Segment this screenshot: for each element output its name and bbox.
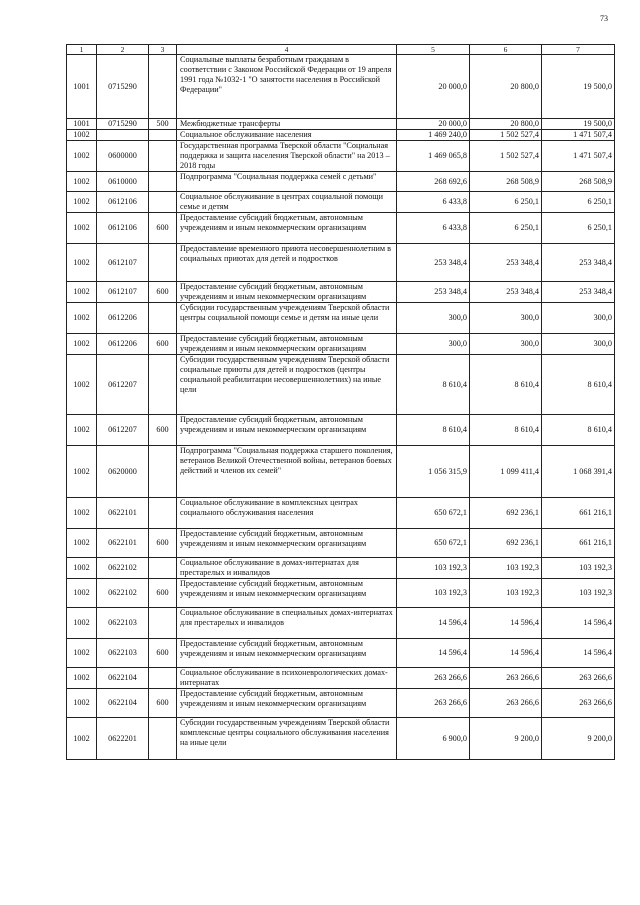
table-cell: 1 502 527,4 (470, 141, 542, 172)
table-cell (149, 668, 177, 689)
table-cell: 0622201 (97, 718, 149, 760)
table-cell: 253 348,4 (470, 244, 542, 282)
table-cell: 1002 (67, 334, 97, 355)
table-row (67, 718, 615, 760)
table-cell (149, 130, 177, 141)
table-cell: Субсидии государственным учреждениям Тверской области социальные приюты для детей и подростков (центры социальной реабилитации несовершеннолетних) на иные цели (177, 355, 397, 415)
table-cell: 1002 (67, 244, 97, 282)
table-cell: 263 266,6 (397, 668, 470, 689)
table-cell: 0620000 (97, 446, 149, 498)
header-cell: 5 (397, 45, 470, 55)
table-cell: 650 672,1 (397, 529, 470, 558)
table-row (67, 55, 615, 119)
table-cell: 1 099 411,4 (470, 446, 542, 498)
table-cell: 0622103 (97, 639, 149, 668)
table-row (67, 172, 615, 192)
table-cell: Субсидии государственным учреждениям Тверской области центры социальной помощи семье и детям на иные цели (177, 303, 397, 334)
header-row (67, 45, 615, 55)
table-cell: 20 000,0 (397, 119, 470, 130)
table-cell (149, 355, 177, 415)
table-cell: 20 800,0 (470, 119, 542, 130)
table-cell: 20 000,0 (397, 55, 470, 119)
table-cell: Предоставление субсидий бюджетным, автономным учреждениям и иным некоммерческим организациям (177, 334, 397, 355)
table-cell: 0612207 (97, 415, 149, 446)
table-cell: 0612207 (97, 355, 149, 415)
table-row (67, 415, 615, 446)
table-cell: 0715290 (97, 55, 149, 119)
table-cell: 0612106 (97, 192, 149, 213)
table-cell: 103 192,3 (470, 558, 542, 579)
table-cell: 0622102 (97, 558, 149, 579)
table-cell: 0612106 (97, 213, 149, 244)
table-cell: 300,0 (397, 303, 470, 334)
table-cell: 1002 (67, 355, 97, 415)
table-cell (149, 244, 177, 282)
table-cell: Предоставление субсидий бюджетным, автономным учреждениям и иным некоммерческим организациям (177, 579, 397, 608)
table-row (67, 529, 615, 558)
table-cell (97, 130, 149, 141)
table-cell: 8 610,4 (542, 355, 615, 415)
table-cell: 0612206 (97, 303, 149, 334)
table-cell: 9 200,0 (542, 718, 615, 760)
table-cell: Социальное обслуживание населения (177, 130, 397, 141)
table-row (67, 558, 615, 579)
table-cell: 263 266,6 (470, 689, 542, 718)
table-cell: 6 250,1 (542, 192, 615, 213)
table-cell: Предоставление временного приюта несовершеннолетним в социальных приютах для детей и подростков (177, 244, 397, 282)
table-cell (149, 172, 177, 192)
table-cell: 6 433,8 (397, 213, 470, 244)
table-cell: 600 (149, 639, 177, 668)
table-cell: 1 502 527,4 (470, 130, 542, 141)
header-cell: 6 (470, 45, 542, 55)
table-row (67, 608, 615, 639)
table-cell: 0612206 (97, 334, 149, 355)
table-cell: 20 800,0 (470, 55, 542, 119)
table-cell: 300,0 (542, 334, 615, 355)
table-cell: 14 596,4 (470, 608, 542, 639)
table-cell: Социальное обслуживание в комплексных центрах социального обслуживания населения (177, 498, 397, 529)
table-cell: 1 471 507,4 (542, 141, 615, 172)
header-cell: 7 (542, 45, 615, 55)
table-cell: 6 250,1 (470, 192, 542, 213)
table-cell: 1002 (67, 303, 97, 334)
table-cell: 600 (149, 282, 177, 303)
table-cell: 600 (149, 415, 177, 446)
table-cell: 14 596,4 (542, 639, 615, 668)
table-cell: 19 500,0 (542, 119, 615, 130)
table-row (67, 668, 615, 689)
table-cell: Государственная программа Тверской области "Социальная поддержка и защита населения Тверской области" на 2013 – 2018 годы (177, 141, 397, 172)
table-cell: 661 216,1 (542, 529, 615, 558)
table-cell: 300,0 (397, 334, 470, 355)
table-cell (149, 192, 177, 213)
table-cell: 1002 (67, 130, 97, 141)
table-cell: 0600000 (97, 141, 149, 172)
table-cell: 253 348,4 (470, 282, 542, 303)
table-cell: 1002 (67, 668, 97, 689)
table-cell: Подпрограмма "Социальная поддержка старшего поколения, ветеранов Великой Отечественной войны, ветеранов боевых действий и членов их семей" (177, 446, 397, 498)
table-cell: 600 (149, 579, 177, 608)
table-cell: 1002 (67, 446, 97, 498)
table-cell: 0612107 (97, 244, 149, 282)
table-cell: 0622104 (97, 689, 149, 718)
table-cell: 253 348,4 (397, 244, 470, 282)
table-cell: 14 596,4 (470, 639, 542, 668)
table-cell: 6 250,1 (542, 213, 615, 244)
table-cell (149, 558, 177, 579)
table-cell: Социальное обслуживание в специальных домах-интернатах для престарелых и инвалидов (177, 608, 397, 639)
table-cell: 103 192,3 (470, 579, 542, 608)
budget-table (66, 44, 615, 760)
table-cell: 1002 (67, 415, 97, 446)
table-cell: 9 200,0 (470, 718, 542, 760)
table-cell: 268 692,6 (397, 172, 470, 192)
table-row (67, 141, 615, 172)
table-cell: 1002 (67, 172, 97, 192)
table-cell: 14 596,4 (397, 608, 470, 639)
table-cell: Предоставление субсидий бюджетным, автономным учреждениям и иным некоммерческим организациям (177, 415, 397, 446)
table-cell: Предоставление субсидий бюджетным, автономным учреждениям и иным некоммерческим организациям (177, 639, 397, 668)
header-cell: 2 (97, 45, 149, 55)
table-row (67, 192, 615, 213)
table-row (67, 119, 615, 130)
table-cell: 263 266,6 (470, 668, 542, 689)
table-cell: 0622102 (97, 579, 149, 608)
table-cell: Предоставление субсидий бюджетным, автономным учреждениям и иным некоммерческим организациям (177, 529, 397, 558)
table-cell: 253 348,4 (542, 282, 615, 303)
table-cell: 1002 (67, 529, 97, 558)
table-cell: 600 (149, 529, 177, 558)
table-cell: 0610000 (97, 172, 149, 192)
table-cell: 661 216,1 (542, 498, 615, 529)
table-row (67, 355, 615, 415)
table-cell (149, 608, 177, 639)
table-cell: 8 610,4 (397, 355, 470, 415)
table-row (67, 689, 615, 718)
table-cell: 1002 (67, 498, 97, 529)
table-row (67, 334, 615, 355)
table-cell: 1002 (67, 213, 97, 244)
table-cell: 650 672,1 (397, 498, 470, 529)
table-cell: Межбюджетные трансферты (177, 119, 397, 130)
table-cell: 1002 (67, 192, 97, 213)
table-cell: 253 348,4 (542, 244, 615, 282)
table-cell (149, 55, 177, 119)
table-cell: 0622101 (97, 529, 149, 558)
table-cell: 268 508,9 (470, 172, 542, 192)
table-cell: 14 596,4 (397, 639, 470, 668)
table-cell: 14 596,4 (542, 608, 615, 639)
table-cell: 0612107 (97, 282, 149, 303)
table-cell: 263 266,6 (542, 689, 615, 718)
table-cell: 300,0 (470, 303, 542, 334)
table-row (67, 446, 615, 498)
table-cell: 1 068 391,4 (542, 446, 615, 498)
table-row (67, 579, 615, 608)
table-cell: 6 900,0 (397, 718, 470, 760)
table-cell: 300,0 (470, 334, 542, 355)
table-cell: 300,0 (542, 303, 615, 334)
table-cell: 8 610,4 (542, 415, 615, 446)
table-cell: 0622103 (97, 608, 149, 639)
table-row (67, 130, 615, 141)
table-cell: 1002 (67, 689, 97, 718)
table-cell: 600 (149, 213, 177, 244)
table-cell (149, 303, 177, 334)
table-cell: 1002 (67, 718, 97, 760)
table-row (67, 282, 615, 303)
table-cell: 6 433,8 (397, 192, 470, 213)
table-cell: Предоставление субсидий бюджетным, автономным учреждениям и иным некоммерческим организациям (177, 213, 397, 244)
table-cell (149, 498, 177, 529)
table-cell: 1001 (67, 55, 97, 119)
table-row (67, 639, 615, 668)
header-cell: 1 (67, 45, 97, 55)
table-cell: Предоставление субсидий бюджетным, автономным учреждениям и иным некоммерческим организациям (177, 689, 397, 718)
table-cell: Социальные выплаты безработным гражданам в соответствии с Законом Российской Федерации от 19 апреля 1991 года №1032-1 "О занятости населения в Российской Федерации" (177, 55, 397, 119)
table-cell: 8 610,4 (397, 415, 470, 446)
table-cell: Субсидии государственным учреждениям Тверской области комплексные центры социального обслуживания населения на иные цели (177, 718, 397, 760)
table-cell: 6 250,1 (470, 213, 542, 244)
table-cell: Предоставление субсидий бюджетным, автономным учреждениям и иным некоммерческим организациям (177, 282, 397, 303)
table-cell: 600 (149, 689, 177, 718)
header-cell: 4 (177, 45, 397, 55)
table-cell: Социальное обслуживание в психоневрологических домах-интернатах (177, 668, 397, 689)
table-cell: 8 610,4 (470, 415, 542, 446)
table-cell: 0622104 (97, 668, 149, 689)
table-cell: 1002 (67, 639, 97, 668)
table-cell: Подпрограмма "Социальная поддержка семей с детьми" (177, 172, 397, 192)
table-cell: 0715290 (97, 119, 149, 130)
table-cell: 103 192,3 (397, 579, 470, 608)
table-cell: 1 469 065,8 (397, 141, 470, 172)
table-cell (149, 446, 177, 498)
table-cell: 1 056 315,9 (397, 446, 470, 498)
table-row (67, 303, 615, 334)
table-cell: 1002 (67, 558, 97, 579)
table-cell: 8 610,4 (470, 355, 542, 415)
table-cell: 600 (149, 334, 177, 355)
table-cell: 1 471 507,4 (542, 130, 615, 141)
table-cell: 1002 (67, 608, 97, 639)
header-cell: 3 (149, 45, 177, 55)
table-cell (149, 141, 177, 172)
table-cell: Социальное обслуживание в центрах социальной помощи семье и детям (177, 192, 397, 213)
table-row (67, 244, 615, 282)
table-cell: 19 500,0 (542, 55, 615, 119)
table-row (67, 213, 615, 244)
table-row (67, 498, 615, 529)
table-cell: 1001 (67, 119, 97, 130)
table-cell: 263 266,6 (397, 689, 470, 718)
table-cell: 103 192,3 (542, 558, 615, 579)
table-cell (149, 718, 177, 760)
table-cell: 263 266,6 (542, 668, 615, 689)
table-cell: 1002 (67, 282, 97, 303)
table-cell: 0622101 (97, 498, 149, 529)
table-cell: 500 (149, 119, 177, 130)
table-cell: 1002 (67, 141, 97, 172)
table-cell: 1 469 240,0 (397, 130, 470, 141)
page-number: 73 (600, 14, 608, 23)
table-cell: Социальное обслуживание в домах-интернатах для престарелых и инвалидов (177, 558, 397, 579)
table-cell: 253 348,4 (397, 282, 470, 303)
table-cell: 103 192,3 (397, 558, 470, 579)
table-cell: 103 192,3 (542, 579, 615, 608)
table-cell: 268 508,9 (542, 172, 615, 192)
table-cell: 692 236,1 (470, 529, 542, 558)
table-cell: 1002 (67, 579, 97, 608)
table-cell: 692 236,1 (470, 498, 542, 529)
